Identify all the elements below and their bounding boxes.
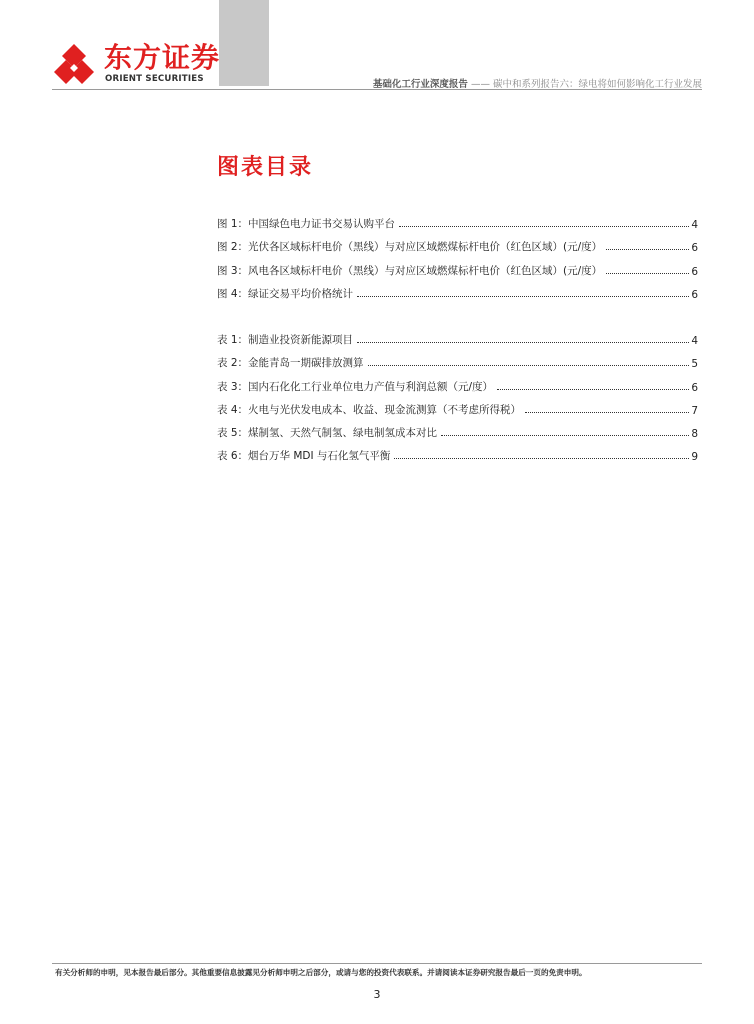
toc-entry-label: 表 5：煤制氢、天然气制氢、绿电制氢成本对比: [217, 426, 438, 439]
brand-name-en: ORIENT SECURITIES: [105, 74, 204, 84]
toc-entry[interactable]: [217, 440, 698, 463]
toc-leader-dots: [497, 389, 689, 390]
footer-disclaimer: 有关分析师的申明，见本报告最后部分。其他重要信息披露见分析师申明之后部分，或请与您的投资代表联系。并请阅读本证券研究报告最后一页的免责申明。: [55, 968, 587, 977]
toc-entry[interactable]: [217, 347, 698, 370]
toc-entry-page: 6: [691, 242, 698, 255]
page-number: 3: [373, 988, 381, 1001]
toc-entry-page: 8: [691, 427, 698, 440]
toc-leader-dots: [357, 342, 689, 343]
toc-entry-page: 4: [691, 219, 698, 232]
toc-entry-label: 图 4：绿证交易平均价格统计: [217, 287, 354, 300]
toc-entry[interactable]: [217, 370, 698, 393]
toc-entry[interactable]: [217, 278, 698, 301]
report-type: 基础化工行业深度报告: [372, 79, 468, 90]
toc-leader-dots: [368, 365, 690, 366]
report-header: [373, 76, 702, 90]
toc-entry-label: 表 4：火电与光伏发电成本、收益、现金流测算（不考虑所得税）: [217, 403, 522, 416]
brand-logo: [52, 41, 221, 88]
table-list: [217, 324, 698, 463]
toc-leader-dots: [525, 412, 689, 413]
toc-leader-dots: [606, 273, 689, 274]
toc-entry-label: 表 3：国内石化化工行业单位电力产值与利润总额（元/度）: [217, 380, 494, 393]
toc-leader-dots: [441, 435, 689, 436]
toc-entry[interactable]: [217, 208, 698, 231]
toc-entry-page: 7: [691, 404, 698, 417]
header-gray-tab: [219, 0, 269, 86]
toc-entry[interactable]: [217, 417, 698, 440]
toc-entry-label: 图 2：光伏各区域标杆电价（黑线）与对应区域燃煤标杆电价（红色区域）(元/度）: [217, 241, 603, 254]
brand-name-cn: 东方证券: [104, 41, 221, 74]
toc-entry-page: 5: [691, 358, 698, 371]
toc-entry[interactable]: [217, 254, 698, 277]
toc-leader-dots: [357, 296, 689, 297]
figure-list: [217, 208, 698, 301]
orient-securities-logo-icon: [52, 42, 96, 86]
toc-entry[interactable]: [217, 394, 698, 417]
footer-divider: [52, 963, 702, 964]
report-title: —— 碳中和系列报告六：绿电将如何影响化工行业发展: [470, 79, 702, 90]
header-divider: [52, 89, 702, 90]
toc-entry-page: 4: [691, 335, 698, 348]
toc-entry-label: 图 1：中国绿色电力证书交易认购平台: [217, 218, 396, 231]
toc-leader-dots: [399, 226, 689, 227]
toc-entry-page: 9: [691, 451, 698, 464]
toc-entry-page: 6: [691, 288, 698, 301]
toc-title: 图表目录: [217, 155, 314, 180]
toc-entry[interactable]: [217, 231, 698, 254]
toc-leader-dots: [394, 458, 689, 459]
toc-entry-page: 6: [691, 265, 698, 278]
toc-entry[interactable]: [217, 324, 698, 347]
toc-entry-label: 表 2：金能青岛一期碳排放测算: [217, 357, 364, 370]
toc-entry-page: 6: [691, 381, 698, 394]
toc-entry-label: 图 3：风电各区域标杆电价（黑线）与对应区域燃煤标杆电价（红色区域）(元/度）: [217, 264, 603, 277]
toc-leader-dots: [606, 249, 689, 250]
toc-entry-label: 表 1：制造业投资新能源项目: [217, 334, 354, 347]
toc-entry-label: 表 6：烟台万华 MDI 与石化氢气平衡: [217, 450, 391, 463]
